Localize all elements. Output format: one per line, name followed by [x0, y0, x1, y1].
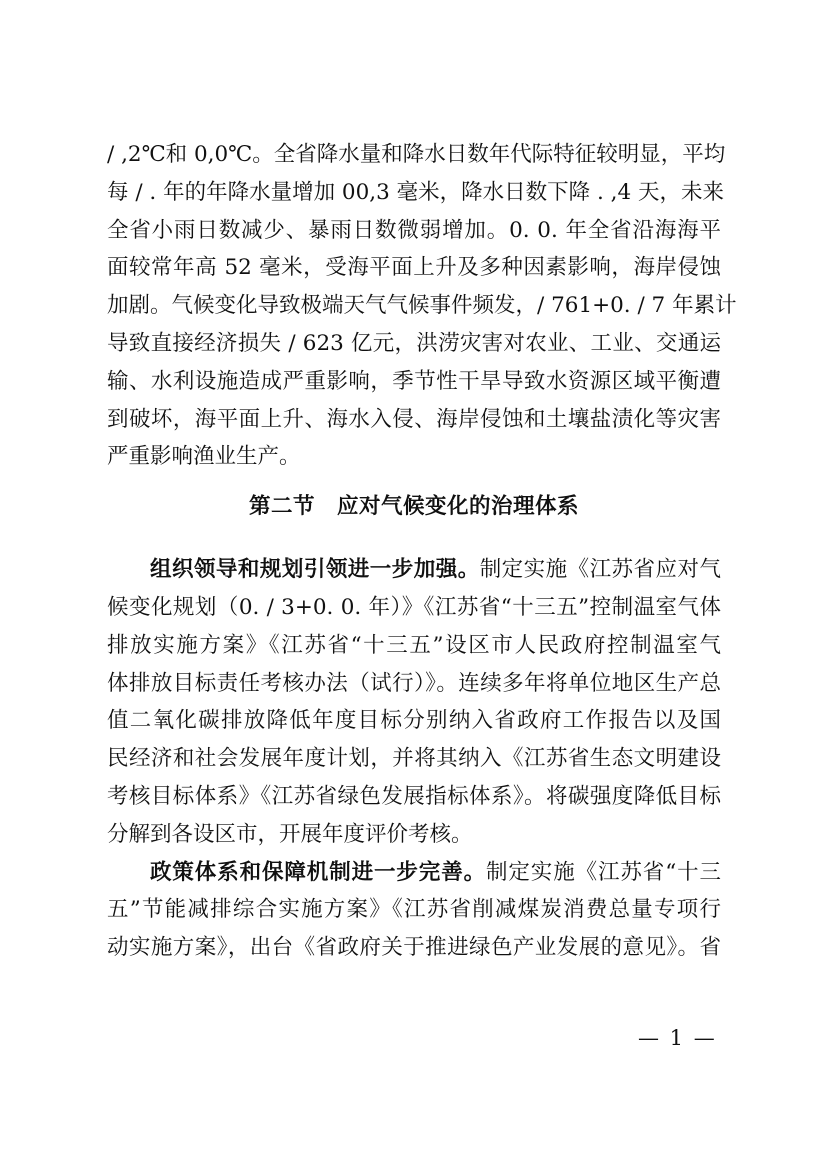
- text-line: 全省小雨日数减少、暴雨日数微弱增加。0. 0. 年全省沿海海平: [107, 217, 721, 243]
- text-line: 体排放目标责任考核办法（试行）》。连续多年将单位地区生产总: [107, 670, 721, 696]
- document-body: [107, 136, 737, 967]
- page-number: — 1 —: [638, 1026, 717, 1050]
- text-line: 动实施方案》，出台《省政府关于推进绿色产业发展的意见》。省: [107, 935, 721, 961]
- text-line: / ,2℃和 0,0℃。全省降水量和降水日数年代际特征较明显，平均: [107, 142, 726, 167]
- text-line: 每 / . 年的年降水量增加 00,3 毫米，降水日数下降 . ,4 天，未来: [107, 179, 724, 205]
- text-line: 考核目标体系》《江苏省绿色发展指标体系》。将碳强度降低目标: [107, 783, 721, 809]
- text-line: 分解到各设区市，开展年度评价考核。: [107, 821, 473, 847]
- text-line: 排放实施方案》《江苏省“十三五”设区市人民政府控制温室气: [107, 632, 721, 658]
- paragraph-lead: 组织领导和规划引领进一步加强。: [150, 557, 480, 583]
- text-line: 五”节能减排综合实施方案》《江苏省削减煤炭消费总量专项行: [107, 897, 721, 923]
- paragraph-policy-system: [107, 854, 721, 967]
- text-line: 面较常年高 52 毫米，受海平面上升及多种因素影响，海岸侵蚀: [107, 255, 721, 281]
- text-line: [107, 854, 721, 892]
- text-line: [107, 551, 721, 589]
- text-line: 值二氧化碳排放降低年度目标分别纳入省政府工作报告以及国: [107, 708, 721, 734]
- text-line: 到破坏，海平面上升、海水入侵、海岸侵蚀和土壤盐渍化等灾害: [107, 406, 721, 432]
- text-span: 制定实施《江苏省应对气: [479, 557, 721, 583]
- text-line: 加剧。气候变化导致极端天气气候事件频发，/ 761+0. / 7 年累计: [107, 293, 737, 319]
- paragraph-governance-leadership: [107, 551, 721, 853]
- paragraph-lead: 政策体系和保障机制进一步完善。: [150, 859, 486, 885]
- text-line: 严重影响渔业生产。: [107, 444, 301, 470]
- text-span: 制定实施《江苏省“十三: [486, 859, 721, 885]
- text-line: 输、水利设施造成严重影响，季节性干旱导致水资源区域平衡遭: [107, 368, 721, 394]
- text-line: 民经济和社会发展年度计划，并将其纳入《江苏省生态文明建设: [107, 746, 721, 772]
- section-heading: 第二节 应对气候变化的治理体系: [248, 494, 579, 520]
- text-line: 候变化规划（0. / 3+0. 0. 年）》《江苏省“十三五”控制温室气体: [107, 594, 721, 620]
- text-line: 导致直接经济损失 / 623 亿元，洪涝灾害对农业、工业、交通运: [107, 330, 721, 356]
- paragraph-climate-impacts: [107, 136, 737, 476]
